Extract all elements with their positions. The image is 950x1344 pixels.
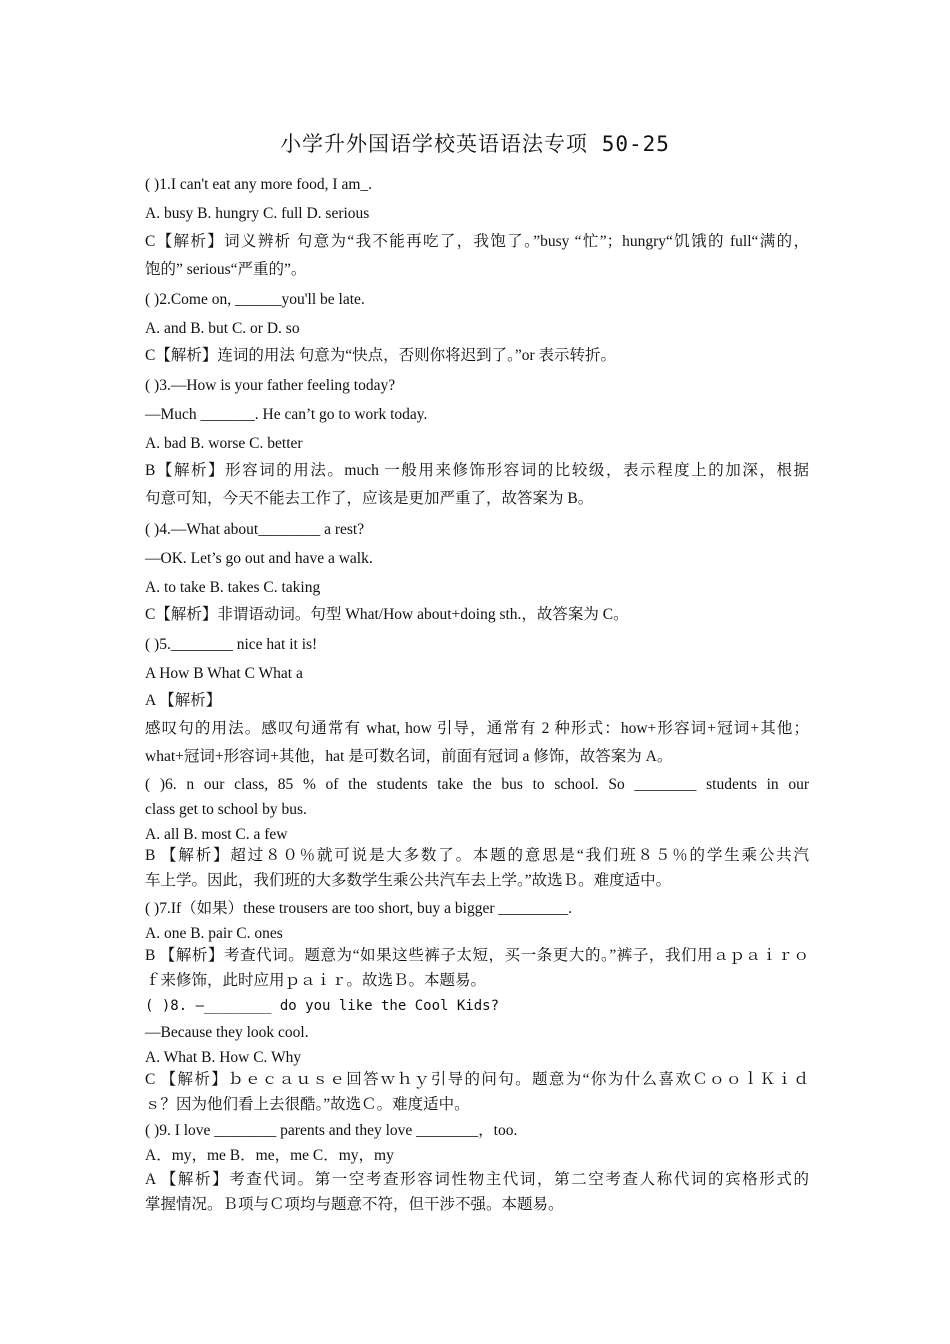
q9-analysis-line1: A 【解析】考查代词。第一空考查形容词性物主代词，第二空考查人称代词的宾格形式的 (145, 1171, 809, 1188)
q8-analysis-line1: C 【解析】ｂｅｃａｕｓｅ回答ｗｈｙ引导的问句。题意为“你为什么喜欢ＣｏｏｌＫｉｄ (145, 1071, 809, 1088)
q7-stem: ( )7.If（如果）these trousers are too short, buy a bigger _________. (145, 900, 573, 917)
q5-stem: ( )5.________ nice hat it is! (145, 636, 318, 653)
q8-stem: ( )8. —________ do you like the Cool Kids? (145, 998, 500, 1014)
q5-options: A How B What C What a (145, 665, 303, 682)
q1-stem: ( )1.I can't eat any more food, I am_. (145, 176, 373, 193)
q8-options: A. What B. How C. Why (145, 1049, 302, 1066)
q9-options: A．my，me B．me，me C．my，my (145, 1147, 394, 1164)
q8-analysis-line2: ｓ？因为他们看上去很酷。”故选Ｃ。难度适中。 (145, 1096, 470, 1113)
q1-analysis-line1: C【解析】词义辨析 句意为“我不能再吃了，我饱了。”busy “忙”；hungry“饥饿的 full“满的， (145, 233, 809, 250)
q4-analysis: C【解析】非谓语动词。句型 What/How about+doing sth.，故答案为 C。 (145, 606, 629, 623)
q4-options: A. to take B. takes C. taking (145, 579, 321, 596)
q7-analysis-line1: B 【解析】考查代词。题意为“如果这些裤子太短，买一条更大的。”裤子，我们用ａｐａｉｒｏ (145, 947, 809, 964)
q3-analysis-line1: B【解析】形容词的用法。much 一般用来修饰形容词的比较级，表示程度上的加深，根据 (145, 462, 809, 479)
q1-options: A. busy B. hungry C. full D. serious (145, 205, 370, 222)
q2-options: A. and B. but C. or D. so (145, 320, 300, 337)
q5-analysis-line2: what+冠词+形容词+其他，hat 是可数名词，前面有冠词 a 修饰，故答案为 A。 (145, 748, 673, 765)
q6-analysis-line1: B 【解析】超过８０％就可说是大多数了。本题的意思是“我们班８５％的学生乘公共汽 (145, 847, 809, 864)
page-title: 小学升外国语学校英语语法专项 50-25 (280, 132, 670, 156)
q6-analysis-line2: 车上学。因此，我们班的大多数学生乘公共汽车去上学。”故选Ｂ。难度适中。 (145, 872, 672, 889)
q9-stem: ( )9. I love ________ parents and they love ________，too. (145, 1122, 518, 1139)
q2-analysis: C【解析】连词的用法 句意为“快点，否则你将迟到了。”or 表示转折。 (145, 347, 617, 364)
q7-options: A. one B. pair C. ones (145, 925, 283, 942)
q3-stem: ( )3.—How is your father feeling today? (145, 377, 396, 394)
q7-analysis-line2: ｆ来修饰，此时应用ｐａｉｒ。故选Ｂ。本题易。 (145, 972, 487, 989)
q5-answer: A 【解析】 (145, 692, 222, 709)
q2-stem: ( )2.Come on, ______you'll be late. (145, 291, 365, 308)
q3-analysis-line2: 句意可知，今天不能去工作了，应该是更加严重了，故答案为 B。 (145, 490, 594, 507)
q5-analysis-line1: 感叹句的用法。感叹句通常有 what, how 引导，通常有 2 种形式：how+形容词+冠词+其他； (145, 720, 809, 737)
q6-stem-line2: class get to school by bus. (145, 801, 307, 818)
q6-options: A. all B. most C. a few (145, 826, 288, 843)
q9-analysis-line2: 掌握情况。Ｂ项与Ｃ项均与题意不符，但干涉不强。本题易。 (145, 1196, 564, 1213)
q3-options: A. bad B. worse C. better (145, 435, 303, 452)
q6-stem-line1: ( )6. n our class, 85 % of the students take the bus to school. So ________ students in our (145, 776, 809, 793)
q4-reply: —OK. Let’s go out and have a walk. (145, 550, 373, 567)
q1-analysis-line2: 饱的” serious“严重的”。 (145, 261, 307, 278)
q4-stem: ( )4.—What about________ a rest? (145, 521, 365, 538)
q8-reply: —Because they look cool. (145, 1024, 309, 1041)
q3-reply: —Much _______. He can’t go to work today. (145, 406, 428, 423)
